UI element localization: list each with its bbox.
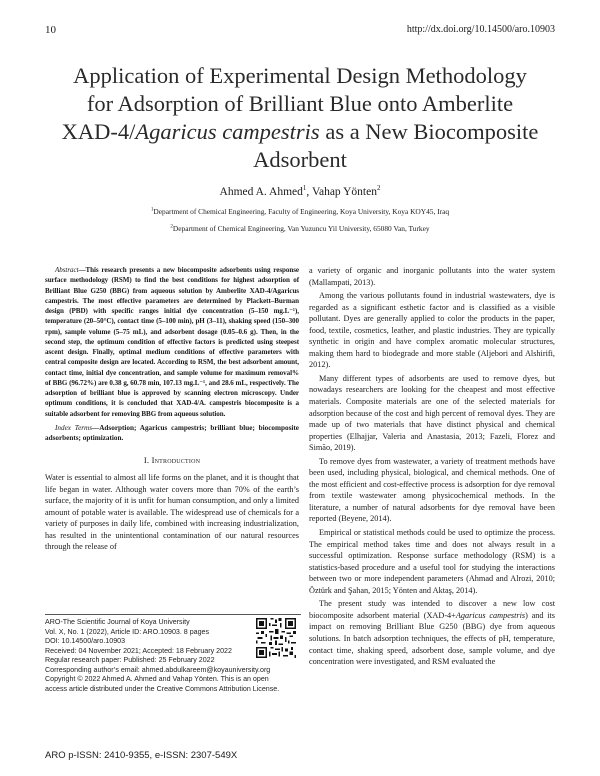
author-name: Ahmed A. Ahmed bbox=[219, 185, 303, 198]
index-terms: Index Terms—Adsorption; Agaricus campestris; brilliant blue; biocomposite adsorbents; optimization. bbox=[45, 423, 299, 442]
paragraph: Many different types of adsorbents are used to remove dyes, but nowadays researchers are looking for the cheapest and most effective materials. Composite materials are one of the selected materials for adsorption because of the cost and high percent of removal dyes. They are made up of two materials that have distinct physical and chemical properties (Elhajjar, Valeria and Anastasia, 2013; Fazeli, Florez and Simão, 2019). bbox=[309, 373, 555, 453]
paper-title bbox=[40, 62, 560, 174]
corresponding-email[interactable]: Corresponding author’s email: ahmed.abdulkareem@koyauniversity.org bbox=[45, 665, 271, 674]
paragraph: Among the various pollutants found in industrial wastewaters, dye is regarded as a significant esthetic factor and is classified as a visible pollutant. Dyes are generally applied to color the products in the paper, food, textile, cosmetics, leather, and plastic industries. They are typically synthetic in origin and have complex aromatic molecular structures, making them hard to biodegrade and more stable (Aljebori and Alshirifi, 2012). bbox=[309, 291, 555, 370]
paragraph: Water is essential to almost all life forms on the planet, and it is thought that life began in water. Although water covers more than 70% of the earth’s surface, the majority of it is unfit for human consumption, and only a limited amount of potable water is available. The widespread use of chemicals for a variety of purposes in daily life, combined with increasing industrialization, has resulted in the unintentional contamination of our natural resources through the release of bbox=[45, 473, 299, 552]
published-date: Regular research paper: Published: 25 February 2022 bbox=[45, 656, 215, 664]
section-heading: I. Introduction bbox=[143, 455, 201, 466]
title-line: XAD-4/Agaricus campestris as a New Biocomposite bbox=[61, 119, 539, 144]
issn: ARO p-ISSN: 2410-9355, e-ISSN: 2307-549X bbox=[45, 750, 238, 761]
doi-link[interactable]: http://dx.doi.org/10.14500/aro.10903 bbox=[406, 24, 555, 35]
left-column bbox=[45, 265, 299, 553]
footer-divider bbox=[45, 614, 301, 615]
journal-name: ARO-The Scientific Journal of Koya University bbox=[45, 618, 190, 626]
paragraph: The present study was intended to discover a new low cost biocomposite adsorbent material (XAD-4+Agaricus campestris) and its impact on removing Brilliant Blue G250 (BBG) dye from aqueous solutions. In batch adsorption techniques, the effects of pH, temperature, contact time, shaking speed, adsorbent dose, sample volume, and dye concentration were investigated, and RSM evaluated the bbox=[309, 599, 555, 667]
page-number: 10 bbox=[45, 24, 56, 36]
affiliation: $^2$Department of Chemical Engineering, Van Yuzuncu Yil University, 65080 Van, Turkey bbox=[170, 224, 430, 233]
right-column bbox=[309, 265, 555, 670]
copyright: Copyright © 2022 Ahmed A. Ahmed and Vahap Yönten. This is an open bbox=[45, 675, 269, 683]
paragraph: Empirical or statistical methods could be used to optimize the process. The empirical method takes time and does not always result in a successful optimization. Response surface methodology (RSM) is a statistics-based procedure and a useful tool for studying the interactions between two or more independent parameters (Ahmad and Alrozi, 2010; Öztürk and Şahan, 2015; Yönten and Aktaş, 2014). bbox=[309, 528, 555, 595]
authors: Ahmed A. Ahmed$^1$, Vahap Yönten$^2$ bbox=[219, 184, 381, 198]
qr-code-icon[interactable] bbox=[256, 618, 296, 658]
article-doi: DOI: 10.14500/aro.10903 bbox=[45, 637, 126, 645]
title-line: Application of Experimental Design Methodology bbox=[73, 63, 527, 88]
abstract: Abstract—This research presents a new biocomposite adsorbents using response surface methodology (RSM) to find the best conditions for highest adsorption of Brilliant Blue G250 (BBG) from aqueous solution by Amberlite XAD-4/Agaricus campestris. The most effective parameters are determined by Plackett–Burman design (PBD) with specific ranges initial dye concentration (5–150 mg.L⁻¹), temperature (20–50°C), contact time (5–100 min), pH (3–11), shaking speed (150–300 rpm), sample volume (5–75 mL), and adsorbent dosage (0.05–0.6 g). Then, in the second step, the optimum condition of effective factors is predicted using steepest ascent design. Finally, optimal medium conditions of effective parameters with central composite design are located. According to RSM, the best adsorbent amount, contact time, initial dye concentration, and sample volume for maximum removal% of BBG (96.72%) are 0.38 g, 60.78 min, 107.13 mg.L⁻¹, and 28.6 mL, respectively. The adsorption of brilliant blue is approved by scanning electron microscopy. Under optimum conditions, it is concluded that XAD-4/A. campestris biocomposite is a suitable adsorbent for removing BBG from aqueous solution. bbox=[45, 266, 299, 418]
paragraph: To remove dyes from wastewater, a variety of treatment methods have been used, including physical, biological, and chemical methods. One of the most efficient and cost-effective process is adsorption for dye removal from textile wastewater among physicochemical methods. In the literature, a number of natural adsorbents for dye removal have been reported (Beyene, 2014). bbox=[309, 456, 555, 524]
author-name: Vahap Yönten bbox=[311, 185, 377, 198]
volume-info: Vol. X, No. 1 (2022), Article ID: ARO.10903. 8 pages bbox=[45, 627, 210, 636]
license: access article distributed under the Creative Commons Attribution License. bbox=[45, 684, 280, 693]
affiliation: $^1$Department of Chemical Engineering, Faculty of Engineering, Koya University, Koya KOY45, Iraq bbox=[150, 207, 450, 216]
title-line: Adsorbent bbox=[253, 147, 347, 172]
title-line: for Adsorption of Brilliant Blue onto Amberlite bbox=[86, 91, 514, 116]
received-date: Received: 04 November 2021; Accepted: 18 February 2022 bbox=[45, 646, 232, 655]
paragraph: a variety of organic and inorganic pollutants into the water system (Mallampati, 2013). bbox=[309, 266, 555, 287]
